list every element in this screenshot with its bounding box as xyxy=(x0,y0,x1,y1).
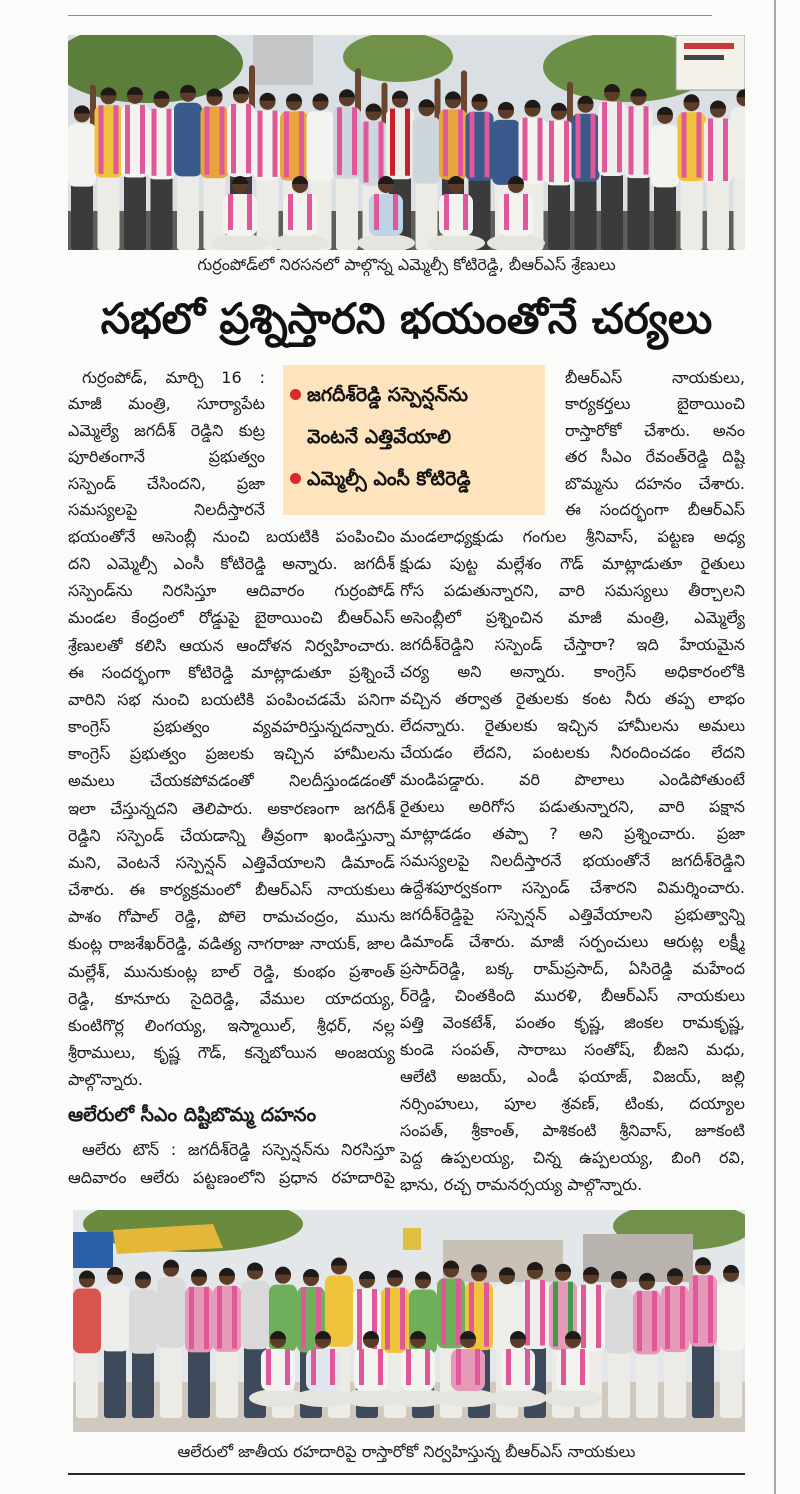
article-text-line: భాను, రచ్చ రామనర్సయ్య పాల్గొన్నారు. xyxy=(400,1175,643,1194)
article-text-line: ఎమ్మెల్యే జగదీశ్ రెడ్డిని కుట్ర xyxy=(68,420,265,440)
article-text-line: రాస్తారోకో చేశారు. అనం xyxy=(565,420,745,440)
highlight-text: జగదీశ్‌రెడ్డి సస్పెన్షన్‌ను xyxy=(307,384,468,406)
article-text-line: మండల కేంద్రంలో రోడ్డుపై బైఠాయించి బీఆర్ఎస్ xyxy=(68,608,395,628)
article-text-line: ఇలా చేస్తున్నదని తెలిపారు. అకారణంగా జగదీశ్ xyxy=(68,798,395,818)
highlight-text: వెంటనే ఎత్తివేయాలి xyxy=(307,426,452,448)
article-text-line: పూరితంగానే ప్రభుత్వం xyxy=(68,447,265,467)
article-text-line: సస్పెండ్‌ను నిరసిస్తూ ఆదివారం గుర్రంపోడ్ xyxy=(68,581,395,601)
crowd-person xyxy=(213,1268,241,1418)
article-text-line: సమస్యలపై నిలదీస్తారనే భయంతోనే జగదీశ్‌రెడ్డిని xyxy=(400,851,745,870)
article-text-line: ఉద్దేశపూర్వకంగా సస్పెండ్ చేశారని విమర్శించారు. xyxy=(400,878,745,897)
crowd-person xyxy=(598,84,626,250)
protest-crowd-image xyxy=(68,35,745,250)
article-text-line: ఆలేరు టౌన్ : జగదీశ్‌రెడ్డి సస్పెన్షన్‌ను నిరసిస్తూ xyxy=(82,1140,395,1159)
crowd-person xyxy=(101,1267,129,1418)
crowd-person xyxy=(129,1271,157,1418)
article-text-line: శ్రీరాములు, కృష్ణ గౌడ్, కన్నెబోయిన అంజయ్య xyxy=(68,1042,395,1062)
article-text-line: కాంగ్రెస్ ప్రభుత్వం ప్రజలకు ఇచ్చిన హామీలను xyxy=(68,744,395,764)
crowd-person xyxy=(717,1265,745,1418)
article-text-line: నర్సింహులు, పూల శ్రవణ్, టింకు, దయ్యాల xyxy=(400,1094,745,1113)
article-text-line: మాజీ మంత్రి, సూర్యాపేట xyxy=(68,394,265,414)
bullet-dot-icon xyxy=(290,473,301,484)
article-text-line: చేశారు. ఈ కార్యక్రమంలో బీఆర్ఎస్ నాయకులు xyxy=(68,880,395,900)
article-text-line: ర్‌రెడ్డి, చింతకింది మురళి, బీఆర్ఎస్ నాయకులు xyxy=(400,986,745,1005)
crowd-person xyxy=(148,91,176,250)
story-column-left-narrow xyxy=(68,365,265,525)
article-text-line: రెడ్డి, కూనూరు సైదిరెడ్డి, వేముల యాదయ్య, xyxy=(68,988,395,1008)
article-text-line: పాశం గోపాల్ రెడ్డి, పోలె రామచంద్రం, మును xyxy=(68,907,395,927)
article-text-line: కార్యకర్తలు బైఠాయించి xyxy=(565,394,745,414)
highlight-text: ఎమ్మెల్సీ ఎంసీ కోటిరెడ్డి xyxy=(307,468,471,490)
article-text-line: ఆదివారం ఆలేరు పట్టణంలోని ప్రధాన రహదారిపై xyxy=(68,1168,395,1187)
aleru-column-left xyxy=(68,1136,395,1194)
story-column-left-wide xyxy=(68,523,395,1095)
article-text-line: అసెంబ్లీలో ప్రశ్నించిన మాజీ మంత్రి, ఎమ్మెల్యే xyxy=(400,608,745,627)
crowd-person xyxy=(254,93,282,250)
article-text-line: జగదీశ్‌రెడ్డిని సస్పెండ్ చేస్తారా? ఇది హేయమైన xyxy=(400,635,745,654)
article-text-line: గుర్రంపోడ్, మార్చి 16 : xyxy=(82,368,265,387)
article-text-line: గోస పడుతున్నారని, వారి సమస్యలు తీర్చాలని xyxy=(400,581,745,600)
article-text-line: ఆలేటి అజయ్, ఎండీ ఫయాజ్, విజయ్, జల్లి xyxy=(400,1067,745,1086)
headline: సభలో ప్రశ్నిస్తారని భయంతోనే చర్యలు xyxy=(100,294,713,343)
article-text-line: క్షుడు పుట్ట మల్లేశం గౌడ్ మాట్లాడుతూ రైతులు xyxy=(400,554,745,573)
photo-aleru-rasta-roko xyxy=(73,1210,745,1432)
article-text-line: డిమాండ్ చేశారు. మాజీ సర్పంచులు ఆరుట్ల లక్ష్మీ xyxy=(400,932,745,951)
crowd-person xyxy=(689,1257,717,1418)
photo-caption-top: గుర్రంపోడ్‌లో నిరసనలో పాల్గొన్న ఎమ్మెల్సీ కోటిరెడ్డి, బీఆర్ఎస్ శ్రేణులు xyxy=(197,255,616,274)
crowd-person xyxy=(73,1271,101,1418)
article-text-line: ఈ సందర్భంగా బీఆర్ఎస్ xyxy=(565,500,745,520)
article-text-line: కుండె సంపత్, సారాబు సంతోష్, బీజని మధు, xyxy=(400,1040,745,1059)
article-text-line: మల్లేశ్, మునుకుంట్ల బాల్ రెడ్డి, కుంభం ప్రశాంత్ xyxy=(68,961,395,981)
article-text-line: ఈ సందర్భంగా కోటిరెడ్డి మాట్లాడుతూ ప్రశ్నించే xyxy=(68,662,395,682)
article-text-line: కాంగ్రెస్ ప్రభుత్వం వ్యవహరిస్తున్నదన్నారు. xyxy=(68,717,395,737)
article-text-line: కుంటిగొర్ల లింగయ్య, ఇస్మాయిల్, శ్రీధర్, నల్ల xyxy=(68,1015,395,1035)
article-text-line: పత్తి వెంకటేశ్, పంతం కృష్ణ, జింకల రామకృష్ణ, xyxy=(400,1013,745,1032)
article-text-line: రైతులు అరిగోస పడుతున్నారని, వారి పక్షాన xyxy=(400,797,745,816)
crowd-person xyxy=(174,85,202,250)
crowd-person xyxy=(625,88,653,250)
crowd-person xyxy=(121,87,149,250)
article-text-line: అమలు చేయకపోవడంతో నిలదీస్తుండడంతో xyxy=(68,771,395,791)
crowd-person xyxy=(661,1268,689,1418)
article-text-line: మాట్లాడడం తప్పా ? అని ప్రశ్నించారు. ప్రజా xyxy=(400,824,745,843)
crowd-person xyxy=(678,94,706,250)
article-text-line: మండిపడ్డారు. వరి పొలాలు ఎండిపోతుంటే xyxy=(400,770,745,789)
rasta-roko-crowd-image xyxy=(73,1210,745,1432)
article-text-line: దని ఎమ్మెల్సీ ఎంసీ కోటిరెడ్డి అన్నారు. జగదీశ్ xyxy=(68,554,395,574)
article-text-line: బీఆర్ఎస్ నాయకులు, xyxy=(565,368,745,387)
article-text-line: చేయడం లేదని, పంటలకు నీరందించడం లేదని xyxy=(400,743,745,762)
crowd-person xyxy=(572,96,600,250)
photo-caption-bottom: ఆలేరులో జాతీయ రహదారిపై రాస్తారోకో నిర్వహిస్తున్న బీఆర్ఎస్ నాయకులు xyxy=(177,1442,636,1461)
crowd-person xyxy=(633,1273,661,1418)
article-text-line: భయంతోనే అసెంబ్లీ నుంచి బయటికి పంపించిం xyxy=(68,527,395,546)
crowd-person xyxy=(704,101,732,250)
photo-gurrampode-protest xyxy=(68,35,745,250)
highlight-bullet-item xyxy=(283,374,545,416)
article-text-line: చర్య అని అన్నారు. కాంగ్రెస్ అధికారంలోకి xyxy=(400,662,745,681)
subheading-aleru: ఆలేరులో సీఎం దిష్టిబొమ్మ దహనం xyxy=(68,1104,317,1126)
article-text-line: బొమ్మను దహనం చేశారు. xyxy=(565,473,745,493)
article-text-line: ప్రసాద్‌రెడ్డి, బక్క రామ్‌ప్రసాద్, ఏసిరెడ్డి మహేంద xyxy=(400,959,745,978)
article-text-line: జగదీశ్‌రెడ్డిపై సస్పెన్షన్ ఎత్తివేయాలని ప్రభుత్వాన్ని xyxy=(400,905,745,924)
article-text-line: శ్రేణులతో కలిసి ఆయన ఆందోళన నిర్వహించారు. xyxy=(68,635,395,655)
aleru-column-right-narrow xyxy=(565,365,745,525)
bottom-rule xyxy=(68,1473,745,1475)
article-text-line: పాల్గొన్నారు. xyxy=(68,1070,143,1090)
article-text-line: మని, వెంటనే సస్పెన్షన్ ఎత్తివేయాలని డిమాండ్ xyxy=(68,852,395,872)
article-text-line: లేదన్నారు. రైతులకు ఇచ్చిన హామీలను అమలు xyxy=(400,716,745,735)
article-text-line: రెడ్డిని సస్పెండ్ చేయడాన్ని తీవ్రంగా ఖండిస్తున్నా xyxy=(68,825,395,845)
article-text-line: మండలాధ్యక్షుడు గంగుల శ్రీనివాస్, పట్టణ అధ్య xyxy=(400,527,745,546)
crowd-person xyxy=(651,107,679,250)
highlight-box xyxy=(283,365,545,515)
highlight-bullet-continuation xyxy=(283,416,545,458)
article-text-line: కుంట్ల రాజశేఖర్‌రెడ్డి, వడిత్య నాగరాజు నాయక్, జాల xyxy=(68,934,395,954)
bullet-dot-icon xyxy=(290,389,301,400)
article-text-line: వచ్చిన తర్వాత రైతులకు కంట నీరు తప్ప లాభం xyxy=(400,689,745,708)
article-text-line: సస్పెండ్ చేసిందని, ప్రజా xyxy=(68,473,265,493)
article-text-line: పెద్ద ఉప్పలయ్య, చిన్న ఉప్పలయ్య, బింగి రవి, xyxy=(400,1148,745,1167)
building xyxy=(253,35,313,85)
aleru-column-right-wide xyxy=(400,523,745,1203)
article-text-line: వారిని సభ నుంచి బయటికి పంపించడమే పనిగా xyxy=(68,689,395,709)
top-rule xyxy=(68,15,712,16)
highlight-bullet-item xyxy=(283,458,545,500)
crowd-person xyxy=(185,1269,213,1418)
article-text-line: సంపత్, శ్రీకాంత్, పాశికంటి శ్రీనివాస్, జూకంటి xyxy=(400,1121,745,1140)
page-edge-rule xyxy=(774,0,776,1494)
crowd-person xyxy=(157,1260,185,1418)
crowd-person xyxy=(605,1271,633,1418)
article-text-line: తర సీఎం రేవంత్‌రెడ్డి దిష్టి xyxy=(565,447,745,467)
crowd-person xyxy=(95,87,123,250)
article-text-line: సమస్యలపై నిలదీస్తారనే xyxy=(68,500,265,520)
